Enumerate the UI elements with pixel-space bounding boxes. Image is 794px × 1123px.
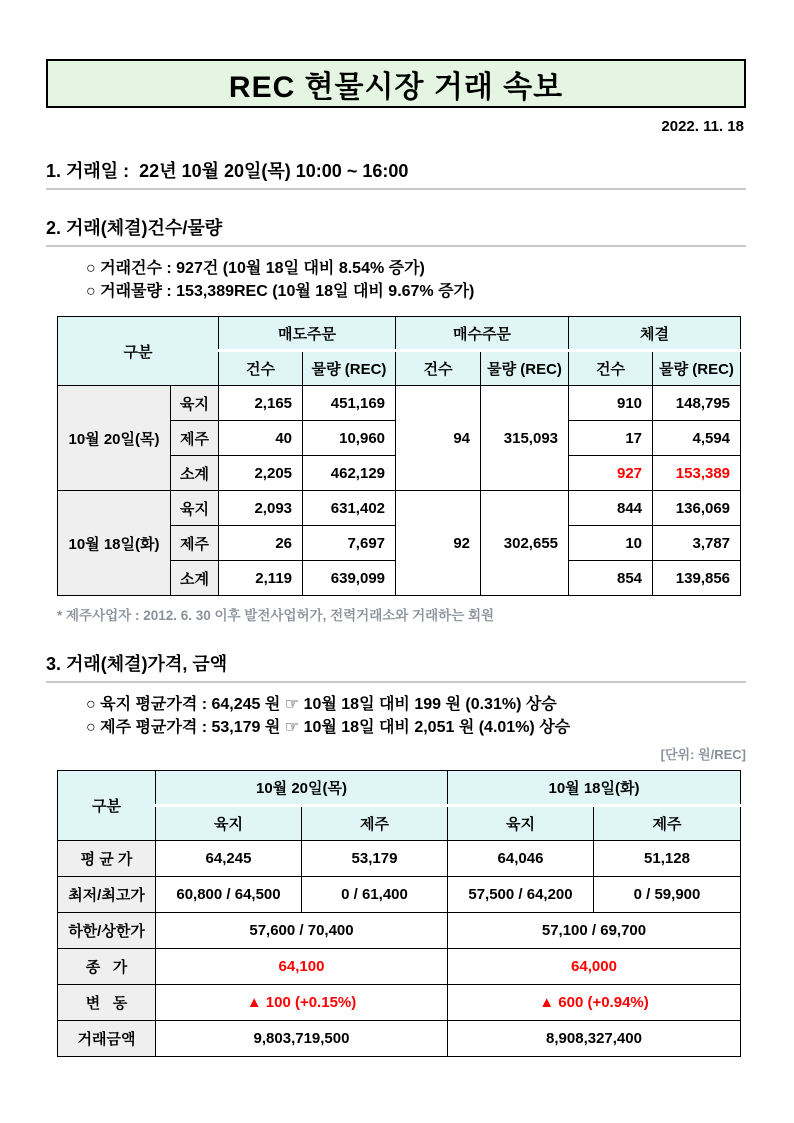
row-label: 종 가 (58, 949, 156, 985)
closing-price-cell: 64,100 (156, 949, 448, 985)
col-header-buy-count: 건수 (396, 351, 481, 386)
sell-volume-cell: 451,169 (303, 386, 396, 421)
table-row-closing-price (58, 949, 741, 985)
row-label: 변 동 (58, 985, 156, 1021)
deal-volume-cell-highlight: 153,389 (653, 456, 741, 491)
col-header-oct18: 10월 18일(화) (448, 771, 741, 806)
region-cell: 소계 (171, 456, 219, 491)
bullet-trade-volume: ○ 거래물량 : 153,389REC (10월 18일 대비 9.67% 증가) (86, 283, 475, 300)
sell-count-cell: 40 (219, 421, 303, 456)
deal-volume-cell: 139,856 (653, 561, 741, 596)
table-row-average-price (58, 841, 741, 877)
col-header-sell-volume: 물량 (REC) (303, 351, 396, 386)
avg-price-cell: 64,245 (156, 841, 302, 877)
unit-label: [단위: 원/REC] (660, 747, 746, 762)
closing-price-cell: 64,000 (448, 949, 741, 985)
deal-volume-cell: 136,069 (653, 491, 741, 526)
sell-count-cell: 26 (219, 526, 303, 561)
deal-volume-cell: 3,787 (653, 526, 741, 561)
region-cell: 육지 (171, 491, 219, 526)
document-title: REC 현물시장 거래 속보 (228, 70, 564, 104)
table-row (58, 386, 741, 421)
buy-count-cell: 94 (396, 386, 481, 491)
col-header-gubun: 구분 (58, 317, 219, 386)
bullet-trade-count: ○ 거래건수 : 927건 (10월 18일 대비 8.54% 증가) (86, 260, 425, 277)
sell-count-cell: 2,165 (219, 386, 303, 421)
avg-price-cell: 51,128 (594, 841, 741, 877)
row-label: 평 균 가 (58, 841, 156, 877)
col-header-settled: 체결 (569, 317, 741, 351)
deal-count-cell-highlight: 927 (569, 456, 653, 491)
trade-amount-cell: 8,908,327,400 (448, 1021, 741, 1057)
section2-heading: 2. 거래(체결)건수/물량 (46, 214, 746, 247)
deal-count-cell: 910 (569, 386, 653, 421)
table-row-limit-price (58, 913, 741, 949)
table-row-change (58, 985, 741, 1021)
col-header-oct20: 10월 20일(목) (156, 771, 448, 806)
sell-count-cell: 2,205 (219, 456, 303, 491)
region-cell: 제주 (171, 421, 219, 456)
table-row-trade-amount (58, 1021, 741, 1057)
table-row (58, 491, 741, 526)
date-cell-oct20: 10월 20일(목) (58, 386, 171, 491)
col-header-mainland: 육지 (156, 806, 302, 841)
deal-count-cell: 854 (569, 561, 653, 596)
jeju-footnote: * 제주사업자 : 2012. 6. 30 이후 발전사업허가, 전력거래소와 거래하는 회원 (57, 608, 495, 623)
min-max-cell: 60,800 / 64,500 (156, 877, 302, 913)
limit-price-cell: 57,100 / 69,700 (448, 913, 741, 949)
section2-bullets (86, 257, 746, 303)
orders-volume-table (57, 316, 741, 596)
deal-volume-cell: 4,594 (653, 421, 741, 456)
section3-heading: 3. 거래(체결)가격, 금액 (46, 650, 746, 683)
col-header-sell-count: 건수 (219, 351, 303, 386)
buy-volume-cell: 302,655 (481, 491, 569, 596)
col-header-buy-orders: 매수주문 (396, 317, 569, 351)
row-label: 거래금액 (58, 1021, 156, 1057)
buy-count-cell: 92 (396, 491, 481, 596)
table-row-min-max-price (58, 877, 741, 913)
region-cell: 육지 (171, 386, 219, 421)
deal-volume-cell: 148,795 (653, 386, 741, 421)
col-header-mainland: 육지 (448, 806, 594, 841)
col-header-gubun: 구분 (58, 771, 156, 841)
trade-amount-cell: 9,803,719,500 (156, 1021, 448, 1057)
sell-volume-cell: 462,129 (303, 456, 396, 491)
price-amount-table (57, 770, 741, 1057)
row-label: 최저/최고가 (58, 877, 156, 913)
sell-volume-cell: 631,402 (303, 491, 396, 526)
bullet-mainland-avg-price: ○ 육지 평균가격 : 64,245 원 ☞ 10월 18일 대비 199 원 (0.31%) 상승 (86, 696, 557, 713)
deal-count-cell: 17 (569, 421, 653, 456)
col-header-sell-orders: 매도주문 (219, 317, 396, 351)
col-header-buy-volume: 물량 (REC) (481, 351, 569, 386)
section1-heading: 1. 거래일 : 22년 10월 20일(목) 10:00 ~ 16:00 (46, 157, 746, 190)
row-label: 하한/상한가 (58, 913, 156, 949)
sell-volume-cell: 639,099 (303, 561, 396, 596)
region-cell: 소계 (171, 561, 219, 596)
sell-volume-cell: 10,960 (303, 421, 396, 456)
region-cell: 제주 (171, 526, 219, 561)
bullet-jeju-avg-price: ○ 제주 평균가격 : 53,179 원 ☞ 10월 18일 대비 2,051 원 (4.01%) 상승 (86, 719, 571, 736)
deal-count-cell: 844 (569, 491, 653, 526)
document-title-box (46, 59, 746, 108)
deal-count-cell: 10 (569, 526, 653, 561)
date-cell-oct18: 10월 18일(화) (58, 491, 171, 596)
change-cell: ▲ 600 (+0.94%) (448, 985, 741, 1021)
buy-volume-cell: 315,093 (481, 386, 569, 491)
min-max-cell: 57,500 / 64,200 (448, 877, 594, 913)
col-header-jeju: 제주 (302, 806, 448, 841)
change-cell: ▲ 100 (+0.15%) (156, 985, 448, 1021)
avg-price-cell: 53,179 (302, 841, 448, 877)
section3-bullets (86, 693, 746, 739)
avg-price-cell: 64,046 (448, 841, 594, 877)
sell-count-cell: 2,093 (219, 491, 303, 526)
sell-volume-cell: 7,697 (303, 526, 396, 561)
publish-date: 2022. 11. 18 (661, 118, 744, 135)
min-max-cell: 0 / 61,400 (302, 877, 448, 913)
col-header-deal-volume: 물량 (REC) (653, 351, 741, 386)
col-header-jeju: 제주 (594, 806, 741, 841)
col-header-deal-count: 건수 (569, 351, 653, 386)
limit-price-cell: 57,600 / 70,400 (156, 913, 448, 949)
sell-count-cell: 2,119 (219, 561, 303, 596)
min-max-cell: 0 / 59,900 (594, 877, 741, 913)
